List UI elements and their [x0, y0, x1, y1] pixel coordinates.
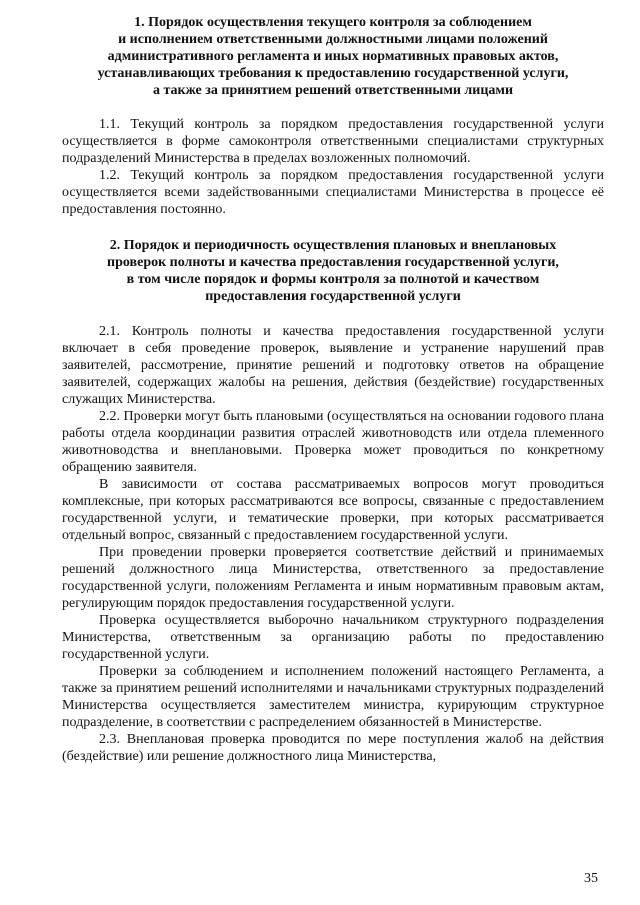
- section-1-heading: [62, 14, 604, 99]
- heading-line: 2. Порядок и периодичность осуществления плановых и внеплановых: [109, 238, 557, 253]
- paragraph-2-1: 2.1. Контроль полноты и качества предоставления государственной услуги включает в себя проведение проверок, выявление и устранение нарушений прав заявителей, рассмотрение, принятие решений и подготовку ответов на обращение заявителей, содержащих жалобы на решения, действия (бездействие) государственных служащих Министерства.: [62, 324, 604, 407]
- heading-line: административного регламента и иных нормативных правовых актов,: [107, 49, 559, 64]
- paragraph-oversight: Проверки за соблюдением и исполнением положений настоящего Регламента, а также за принятием решений исполнителями и начальниками структурных подразделений Министерства осуществляется заместителем министра, курирующим структурное подразделение, в соответствии с распределением обязанностей в Министерстве.: [62, 664, 604, 730]
- heading-line: проверок полноты и качества предоставления государственной услуги,: [107, 255, 559, 270]
- heading-line: и исполнением ответственными должностными лицами положений: [118, 32, 548, 47]
- heading-line: предоставления государственной услуги: [205, 289, 461, 304]
- heading-line: а также за принятием решений ответственными лицами: [152, 83, 514, 98]
- heading-line: в том числе порядок и формы контроля за полнотой и качеством: [126, 272, 540, 287]
- paragraph-2-2: 2.2. Проверки могут быть плановыми (осуществляться на основании годового плана работы отдела координации развития отраслей животноводств или отдела племенного животноводства и внеплановыми. Проверка может проводиться по конкретному обращению заявителя.: [62, 409, 604, 475]
- paragraph-1-2: 1.2. Текущий контроль за порядком предоставления государственной услуги осуществляется всеми задействованными специалистами Министерства в процессе её предоставления постоянно.: [62, 168, 604, 217]
- paragraph-inspection-types: В зависимости от состава рассматриваемых вопросов могут проводиться комплексные, при которых рассматриваются все вопросы, связанные с предоставлением государственной услуги, и тематические проверки, при которых рассматривается отдельный вопрос, связанный с предоставлением государственной услуги.: [62, 477, 604, 543]
- section-2-heading: [62, 237, 604, 305]
- paragraph-1-1: 1.1. Текущий контроль за порядком предоставления государственной услуги осуществляется в форме самоконтроля ответственными специалистами структурных подразделений Министерства в пределах возложенных полномочий.: [62, 117, 604, 166]
- page-number: 35: [584, 871, 598, 886]
- paragraph-2-3: 2.3. Внеплановая проверка проводится по мере поступления жалоб на действия (бездействие) или решение должностного лица Министерства,: [62, 732, 604, 764]
- paragraph-inspection-performer: Проверка осуществляется выборочно начальником структурного подразделения Министерства, ответственным за организацию работы по предоставлению государственной услуги.: [62, 613, 604, 662]
- paragraph-inspection-scope: При проведении проверки проверяется соответствие действий и принимаемых решений должностного лица Министерства, ответственного за предоставление государственной услуги, положениям Регламента и иным нормативным правовым актам, регулирующим порядок предоставления государственной услуги.: [62, 545, 604, 611]
- heading-line: 1. Порядок осуществления текущего контроля за соблюдением: [134, 15, 532, 30]
- heading-line: устанавливающих требования к предоставлению государственной услуги,: [97, 66, 569, 81]
